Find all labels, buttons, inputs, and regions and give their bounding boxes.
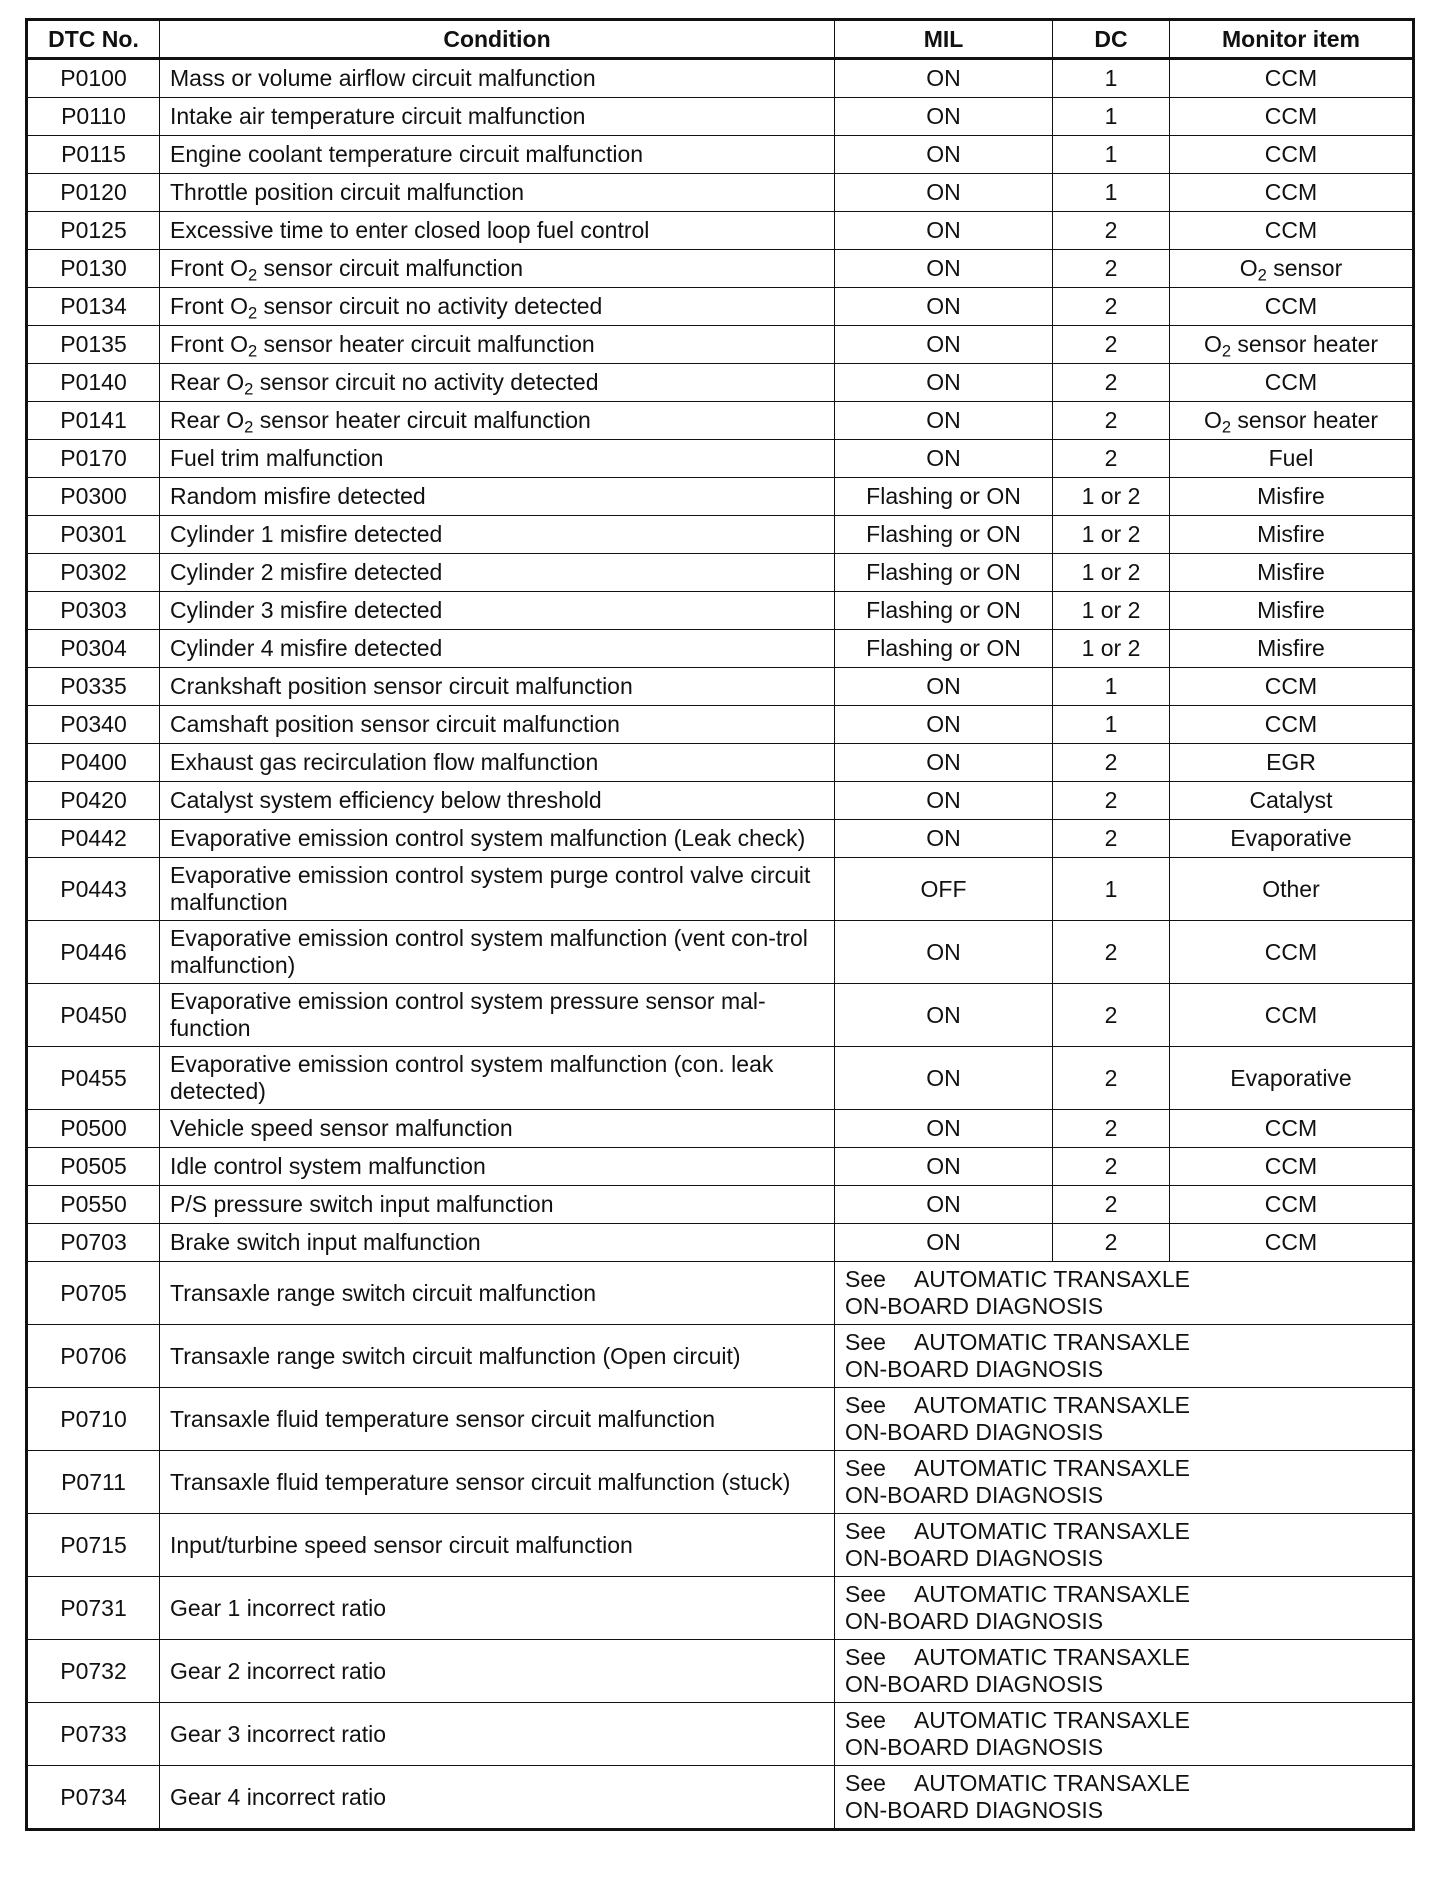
dc-value: 1 <box>1053 668 1170 706</box>
dc-value: 2 <box>1053 326 1170 364</box>
monitor-item: $O_2$ sensor heater <box>1170 326 1414 364</box>
see-label: See <box>845 1707 886 1733</box>
monitor-item: $O_2$ sensor heater <box>1170 402 1414 440</box>
monitor-item: Misfire <box>1170 554 1414 592</box>
dtc-code: P0110 <box>27 98 160 136</box>
condition-text: Random misfire detected <box>160 478 835 516</box>
dtc-code: P0450 <box>27 984 160 1047</box>
table-body <box>27 59 1414 1830</box>
dc-value: 2 <box>1053 782 1170 820</box>
see-reference <box>835 1703 1414 1766</box>
condition-text: Excessive time to enter closed loop fuel control <box>160 212 835 250</box>
header-row <box>27 20 1414 59</box>
dc-value: 1 <box>1053 59 1170 98</box>
table-row <box>27 250 1414 288</box>
mil-status: ON <box>835 1148 1053 1186</box>
header-mil: MIL <box>835 20 1053 59</box>
dtc-code: P0500 <box>27 1110 160 1148</box>
table-row <box>27 592 1414 630</box>
monitor-item: CCM <box>1170 668 1414 706</box>
dtc-code: P0100 <box>27 59 160 98</box>
dtc-code: P0135 <box>27 326 160 364</box>
mil-status: ON <box>835 1110 1053 1148</box>
condition-text: Evaporative emission control system purge control valve circuit malfunction <box>160 858 835 921</box>
mil-status: Flashing or ON <box>835 630 1053 668</box>
dc-value: 1 <box>1053 858 1170 921</box>
see-label: See <box>845 1329 886 1355</box>
dtc-code: P0703 <box>27 1224 160 1262</box>
monitor-item: CCM <box>1170 98 1414 136</box>
mil-status: ON <box>835 326 1053 364</box>
dc-value: 2 <box>1053 288 1170 326</box>
dtc-code: P0705 <box>27 1262 160 1325</box>
dc-value: 2 <box>1053 1148 1170 1186</box>
reference-section: AUTOMATIC TRANSAXLE <box>913 1329 1190 1355</box>
dc-value: 2 <box>1053 364 1170 402</box>
monitor-item: Catalyst <box>1170 782 1414 820</box>
table-header <box>27 20 1414 59</box>
dc-value: 1 <box>1053 706 1170 744</box>
condition-text: Fuel trim malfunction <box>160 440 835 478</box>
reference-section: AUTOMATIC TRANSAXLE <box>913 1455 1190 1481</box>
dtc-code: P0302 <box>27 554 160 592</box>
table-row <box>27 668 1414 706</box>
monitor-item: CCM <box>1170 921 1414 984</box>
dtc-code: P0340 <box>27 706 160 744</box>
reference-subsection: ON-BOARD DIAGNOSIS <box>845 1356 1104 1382</box>
header-monitor: Monitor item <box>1170 20 1414 59</box>
reference-section: AUTOMATIC TRANSAXLE <box>913 1644 1190 1670</box>
monitor-item: CCM <box>1170 364 1414 402</box>
dc-value: 1 or 2 <box>1053 478 1170 516</box>
dc-value: 1 or 2 <box>1053 516 1170 554</box>
condition-text: Transaxle range switch circuit malfunction (Open circuit) <box>160 1325 835 1388</box>
condition-text: Exhaust gas recirculation flow malfunction <box>160 744 835 782</box>
table-row <box>27 984 1414 1047</box>
dc-value: 2 <box>1053 1186 1170 1224</box>
mil-status: ON <box>835 288 1053 326</box>
dtc-code: P0120 <box>27 174 160 212</box>
table-row <box>27 554 1414 592</box>
condition-text: Gear 3 incorrect ratio <box>160 1703 835 1766</box>
table-row <box>27 744 1414 782</box>
condition-text: Front $O_2$ sensor circuit malfunction <box>160 250 835 288</box>
dtc-code: P0706 <box>27 1325 160 1388</box>
condition-text: Crankshaft position sensor circuit malfunction <box>160 668 835 706</box>
dtc-code: P0505 <box>27 1148 160 1186</box>
dtc-code: P0550 <box>27 1186 160 1224</box>
table-row <box>27 1640 1414 1703</box>
condition-text: Engine coolant temperature circuit malfunction <box>160 136 835 174</box>
table-row <box>27 1703 1414 1766</box>
dc-value: 1 <box>1053 98 1170 136</box>
monitor-item: CCM <box>1170 136 1414 174</box>
condition-text: Input/turbine speed sensor circuit malfunction <box>160 1514 835 1577</box>
dtc-code: P0115 <box>27 136 160 174</box>
mil-status: ON <box>835 668 1053 706</box>
see-reference <box>835 1262 1414 1325</box>
see-reference <box>835 1388 1414 1451</box>
condition-text: Camshaft position sensor circuit malfunction <box>160 706 835 744</box>
dtc-code: P0455 <box>27 1047 160 1110</box>
table-row <box>27 516 1414 554</box>
table-row <box>27 364 1414 402</box>
dc-value: 2 <box>1053 1047 1170 1110</box>
mil-status: ON <box>835 1047 1053 1110</box>
monitor-item: Misfire <box>1170 478 1414 516</box>
dc-value: 2 <box>1053 250 1170 288</box>
condition-text: Evaporative emission control system malfunction (con. leak detected) <box>160 1047 835 1110</box>
dtc-code: P0130 <box>27 250 160 288</box>
table-row <box>27 288 1414 326</box>
mil-status: ON <box>835 212 1053 250</box>
monitor-item: CCM <box>1170 59 1414 98</box>
mil-status: ON <box>835 1224 1053 1262</box>
dtc-code: P0141 <box>27 402 160 440</box>
monitor-item: CCM <box>1170 1110 1414 1148</box>
condition-text: Mass or volume airflow circuit malfunction <box>160 59 835 98</box>
dc-value: 1 <box>1053 174 1170 212</box>
table-row <box>27 1186 1414 1224</box>
condition-text: Front $O_2$ sensor heater circuit malfunction <box>160 326 835 364</box>
dtc-code: P0446 <box>27 921 160 984</box>
table-row <box>27 1262 1414 1325</box>
table-row <box>27 1110 1414 1148</box>
monitor-item: CCM <box>1170 1224 1414 1262</box>
condition-text: Vehicle speed sensor malfunction <box>160 1110 835 1148</box>
dtc-code: P0443 <box>27 858 160 921</box>
mil-status: ON <box>835 706 1053 744</box>
dc-value: 2 <box>1053 921 1170 984</box>
monitor-item: CCM <box>1170 288 1414 326</box>
see-label: See <box>845 1770 886 1796</box>
monitor-item: CCM <box>1170 1148 1414 1186</box>
dc-value: 2 <box>1053 1110 1170 1148</box>
reference-section: AUTOMATIC TRANSAXLE <box>913 1266 1190 1292</box>
table-row <box>27 630 1414 668</box>
table-row <box>27 59 1414 98</box>
monitor-item: CCM <box>1170 174 1414 212</box>
table-row <box>27 782 1414 820</box>
condition-text: Idle control system malfunction <box>160 1148 835 1186</box>
mil-status: ON <box>835 174 1053 212</box>
dc-value: 2 <box>1053 212 1170 250</box>
reference-subsection: ON-BOARD DIAGNOSIS <box>845 1482 1104 1508</box>
mil-status: ON <box>835 820 1053 858</box>
table-row <box>27 1325 1414 1388</box>
table-row <box>27 1047 1414 1110</box>
table-row <box>27 136 1414 174</box>
condition-text: Transaxle range switch circuit malfunction <box>160 1262 835 1325</box>
condition-text: Transaxle fluid temperature sensor circuit malfunction <box>160 1388 835 1451</box>
condition-text: Evaporative emission control system pressure sensor mal-function <box>160 984 835 1047</box>
reference-subsection: ON-BOARD DIAGNOSIS <box>845 1734 1104 1760</box>
mil-status: ON <box>835 136 1053 174</box>
monitor-item: Evaporative <box>1170 1047 1414 1110</box>
dc-value: 1 or 2 <box>1053 630 1170 668</box>
dtc-code: P0711 <box>27 1451 160 1514</box>
mil-status: ON <box>835 984 1053 1047</box>
reference-section: AUTOMATIC TRANSAXLE <box>913 1770 1190 1796</box>
reference-section: AUTOMATIC TRANSAXLE <box>913 1518 1190 1544</box>
see-label: See <box>845 1644 886 1670</box>
reference-subsection: ON-BOARD DIAGNOSIS <box>845 1671 1104 1697</box>
dc-value: 2 <box>1053 440 1170 478</box>
mil-status: ON <box>835 402 1053 440</box>
monitor-item: CCM <box>1170 984 1414 1047</box>
table-row <box>27 212 1414 250</box>
mil-status: ON <box>835 921 1053 984</box>
table-row <box>27 820 1414 858</box>
see-label: See <box>845 1581 886 1607</box>
condition-text: Evaporative emission control system malfunction (Leak check) <box>160 820 835 858</box>
dtc-code: P0301 <box>27 516 160 554</box>
dtc-code: P0125 <box>27 212 160 250</box>
dtc-code: P0303 <box>27 592 160 630</box>
condition-text: Gear 1 incorrect ratio <box>160 1577 835 1640</box>
see-label: See <box>845 1518 886 1544</box>
reference-section: AUTOMATIC TRANSAXLE <box>913 1392 1190 1418</box>
dtc-code: P0170 <box>27 440 160 478</box>
monitor-item: Other <box>1170 858 1414 921</box>
see-reference <box>835 1577 1414 1640</box>
condition-text: Throttle position circuit malfunction <box>160 174 835 212</box>
condition-text: Intake air temperature circuit malfunction <box>160 98 835 136</box>
see-reference <box>835 1640 1414 1703</box>
condition-text: Evaporative emission control system malfunction (vent con-trol malfunction) <box>160 921 835 984</box>
condition-text: Gear 4 incorrect ratio <box>160 1766 835 1830</box>
dc-value: 2 <box>1053 820 1170 858</box>
condition-text: Front $O_2$ sensor circuit no activity detected <box>160 288 835 326</box>
dtc-code: P0335 <box>27 668 160 706</box>
table-row <box>27 1514 1414 1577</box>
condition-text: Transaxle fluid temperature sensor circuit malfunction (stuck) <box>160 1451 835 1514</box>
table-row <box>27 706 1414 744</box>
see-reference <box>835 1766 1414 1830</box>
condition-text: Cylinder 2 misfire detected <box>160 554 835 592</box>
table-row <box>27 402 1414 440</box>
dc-value: 2 <box>1053 744 1170 782</box>
table-row <box>27 478 1414 516</box>
mil-status: Flashing or ON <box>835 554 1053 592</box>
condition-text: Rear $O_2$ sensor heater circuit malfunction <box>160 402 835 440</box>
table-row <box>27 1388 1414 1451</box>
dtc-code: P0710 <box>27 1388 160 1451</box>
condition-text: Brake switch input malfunction <box>160 1224 835 1262</box>
dtc-code: P0442 <box>27 820 160 858</box>
dtc-code: P0400 <box>27 744 160 782</box>
reference-subsection: ON-BOARD DIAGNOSIS <box>845 1293 1104 1319</box>
mil-status: ON <box>835 59 1053 98</box>
dc-value: 1 or 2 <box>1053 592 1170 630</box>
dtc-code: P0420 <box>27 782 160 820</box>
condition-text: Catalyst system efficiency below threshold <box>160 782 835 820</box>
see-label: See <box>845 1266 886 1292</box>
table-row <box>27 1451 1414 1514</box>
mil-status: ON <box>835 440 1053 478</box>
reference-subsection: ON-BOARD DIAGNOSIS <box>845 1545 1104 1571</box>
reference-section: AUTOMATIC TRANSAXLE <box>913 1707 1190 1733</box>
condition-text: Rear $O_2$ sensor circuit no activity detected <box>160 364 835 402</box>
dtc-code: P0715 <box>27 1514 160 1577</box>
dtc-code: P0304 <box>27 630 160 668</box>
dtc-code: P0140 <box>27 364 160 402</box>
table-row <box>27 174 1414 212</box>
monitor-item: Misfire <box>1170 592 1414 630</box>
mil-status: ON <box>835 1186 1053 1224</box>
condition-text: Cylinder 4 misfire detected <box>160 630 835 668</box>
mil-status: Flashing or ON <box>835 592 1053 630</box>
see-label: See <box>845 1392 886 1418</box>
mil-status: ON <box>835 98 1053 136</box>
table-row <box>27 440 1414 478</box>
dc-value: 1 or 2 <box>1053 554 1170 592</box>
mil-status: Flashing or ON <box>835 478 1053 516</box>
condition-text: Cylinder 1 misfire detected <box>160 516 835 554</box>
table-row <box>27 921 1414 984</box>
mil-status: Flashing or ON <box>835 516 1053 554</box>
reference-section: AUTOMATIC TRANSAXLE <box>913 1581 1190 1607</box>
header-dc: DC <box>1053 20 1170 59</box>
condition-text: Gear 2 incorrect ratio <box>160 1640 835 1703</box>
monitor-item: Misfire <box>1170 630 1414 668</box>
mil-status: ON <box>835 250 1053 288</box>
dc-value: 2 <box>1053 1224 1170 1262</box>
reference-subsection: ON-BOARD DIAGNOSIS <box>845 1797 1104 1823</box>
monitor-item: EGR <box>1170 744 1414 782</box>
reference-subsection: ON-BOARD DIAGNOSIS <box>845 1419 1104 1445</box>
monitor-item: CCM <box>1170 212 1414 250</box>
table-row <box>27 98 1414 136</box>
table-row <box>27 858 1414 921</box>
dtc-code: P0734 <box>27 1766 160 1830</box>
table-row <box>27 1148 1414 1186</box>
dtc-code: P0731 <box>27 1577 160 1640</box>
monitor-item: Evaporative <box>1170 820 1414 858</box>
see-reference <box>835 1514 1414 1577</box>
header-condition: Condition <box>160 20 835 59</box>
dtc-code: P0134 <box>27 288 160 326</box>
dc-value: 1 <box>1053 136 1170 174</box>
dtc-code: P0733 <box>27 1703 160 1766</box>
monitor-item: Misfire <box>1170 516 1414 554</box>
see-reference <box>835 1451 1414 1514</box>
table-row <box>27 326 1414 364</box>
dtc-code: P0300 <box>27 478 160 516</box>
monitor-item: CCM <box>1170 706 1414 744</box>
condition-text: Cylinder 3 misfire detected <box>160 592 835 630</box>
dc-value: 2 <box>1053 984 1170 1047</box>
mil-status: ON <box>835 364 1053 402</box>
mil-status: OFF <box>835 858 1053 921</box>
dtc-code: P0732 <box>27 1640 160 1703</box>
monitor-item: CCM <box>1170 1186 1414 1224</box>
monitor-item: Fuel <box>1170 440 1414 478</box>
table-row <box>27 1224 1414 1262</box>
dc-value: 2 <box>1053 402 1170 440</box>
monitor-item: $O_2$ sensor <box>1170 250 1414 288</box>
table-row <box>27 1766 1414 1830</box>
dtc-table <box>25 18 1415 1831</box>
mil-status: ON <box>835 782 1053 820</box>
mil-status: ON <box>835 744 1053 782</box>
see-reference <box>835 1325 1414 1388</box>
condition-text: P/S pressure switch input malfunction <box>160 1186 835 1224</box>
see-label: See <box>845 1455 886 1481</box>
header-dtc: DTC No. <box>27 20 160 59</box>
table-row <box>27 1577 1414 1640</box>
reference-subsection: ON-BOARD DIAGNOSIS <box>845 1608 1104 1634</box>
